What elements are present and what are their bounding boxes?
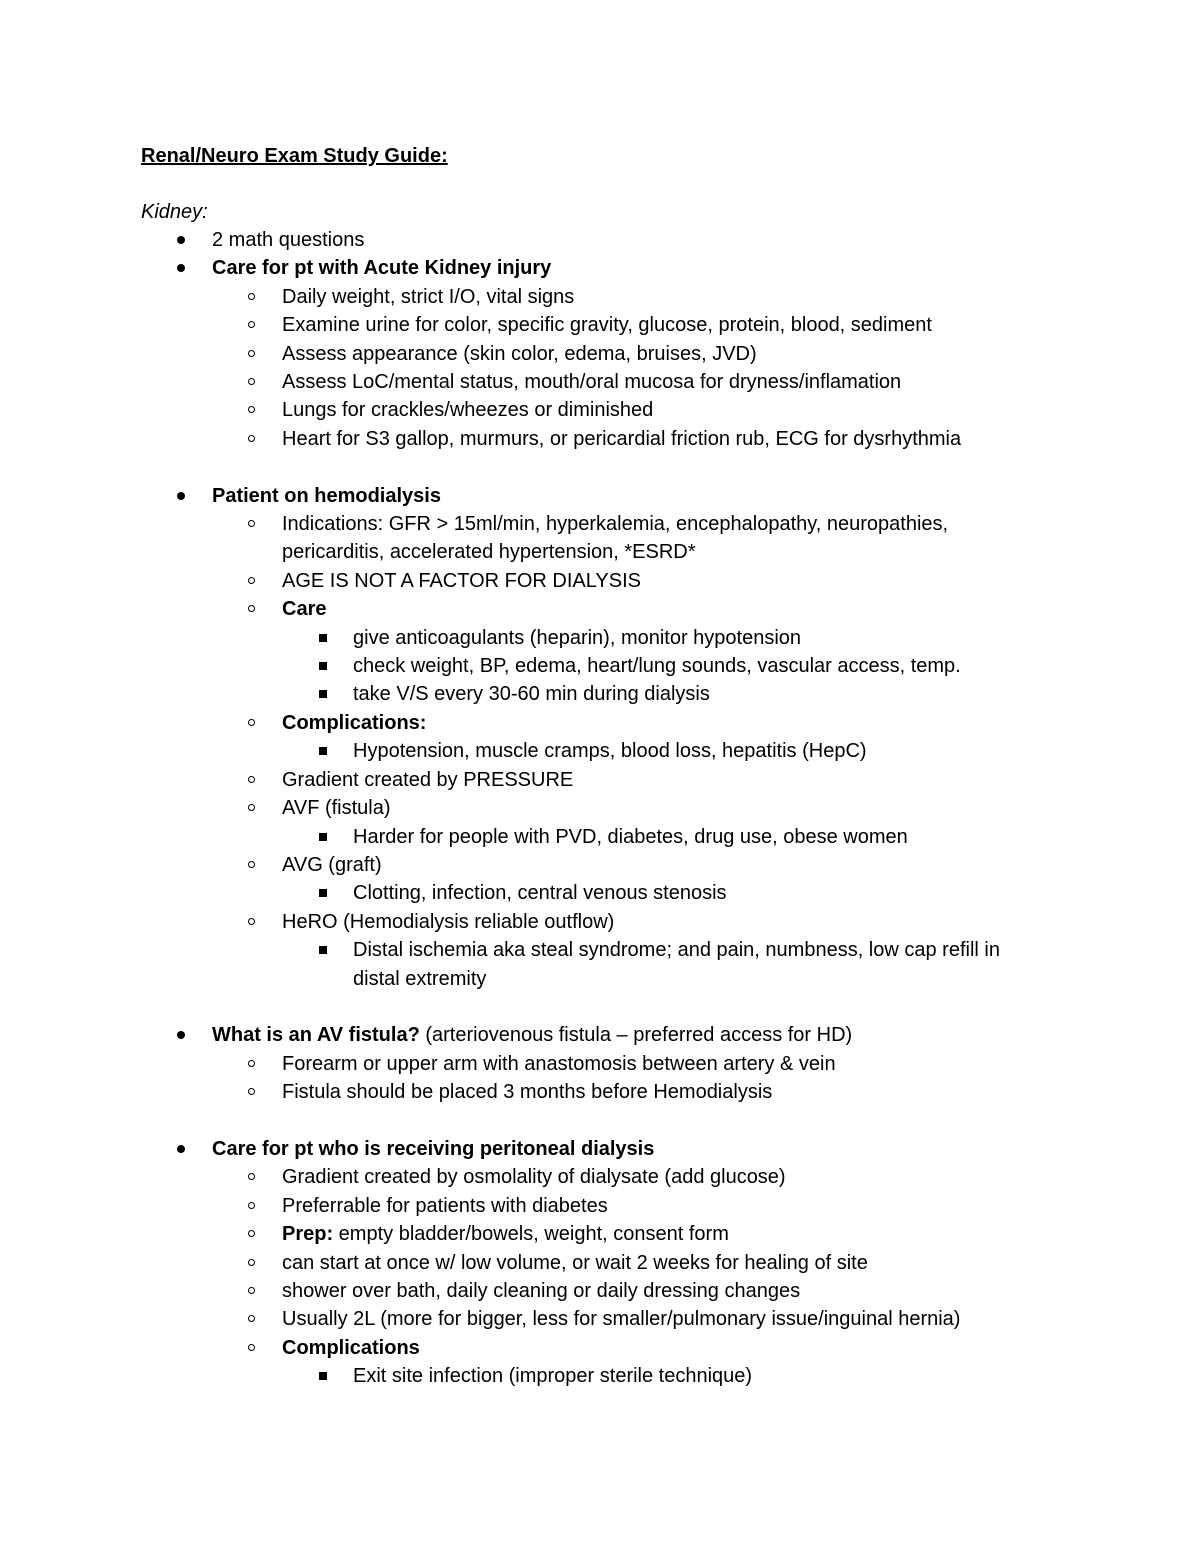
bullet-circle-icon	[248, 1287, 255, 1294]
bullet-circle-icon	[248, 1202, 255, 1209]
bullet-circle-icon	[248, 321, 255, 328]
bullet-circle-icon	[248, 861, 255, 868]
bullet-square-icon	[319, 889, 327, 897]
list-item	[0, 425, 1200, 453]
outline-list	[0, 226, 1200, 1391]
list-item-bold-text: Care for pt who is receiving peritoneal dialysis	[212, 1137, 655, 1160]
blank-line	[0, 1107, 1200, 1135]
list-item-text: Gradient created by osmolality of dialysate (add glucose)	[282, 1166, 786, 1189]
bullet-square-icon	[319, 634, 327, 642]
list-item	[0, 510, 1200, 538]
list-item-text: Preferrable for patients with diabetes	[282, 1194, 608, 1217]
bullet-circle-icon	[248, 1259, 255, 1266]
list-item-bold-text: Complications	[282, 1336, 420, 1359]
bullet-square-icon	[319, 662, 327, 670]
list-item-text: Heart for S3 gallop, murmurs, or pericardial friction rub, ECG for dysrhythmia	[282, 427, 962, 450]
list-item-text: Clotting, infection, central venous stenosis	[353, 882, 727, 905]
bullet-circle-icon	[248, 719, 255, 726]
list-item-text: Usually 2L (more for bigger, less for smaller/pulmonary issue/inguinal hernia)	[282, 1308, 961, 1331]
list-item-text: pericarditis, accelerated hypertension, *ESRD*	[282, 541, 696, 564]
blank-line	[0, 993, 1200, 1021]
bullet-disc-icon	[177, 1031, 185, 1039]
list-item-text: check weight, BP, edema, heart/lung sounds, vascular access, temp.	[353, 655, 961, 678]
list-item	[0, 851, 1200, 879]
list-item-text: Hypotension, muscle cramps, blood loss, hepatitis (HepC)	[353, 740, 867, 763]
bullet-circle-icon	[248, 1230, 255, 1237]
list-item	[0, 1050, 1200, 1078]
list-item-bold-text: Care for pt with Acute Kidney injury	[212, 257, 552, 280]
bullet-circle-icon	[248, 776, 255, 783]
bullet-circle-icon	[248, 350, 255, 357]
bullet-circle-icon	[248, 1088, 255, 1095]
list-item-text: Assess LoC/mental status, mouth/oral mucosa for dryness/inflamation	[282, 371, 902, 394]
bullet-disc-icon	[177, 264, 185, 272]
list-item	[0, 1192, 1200, 1220]
bullet-circle-icon	[248, 520, 255, 527]
list-item-text: Indications: GFR > 15ml/min, hyperkalemia, encephalopathy, neuropathies,	[282, 513, 949, 536]
list-item	[0, 823, 1200, 851]
list-item-text: Examine urine for color, specific gravity, glucose, protein, blood, sediment	[282, 314, 932, 337]
list-item-text: take V/S every 30-60 min during dialysis	[353, 683, 710, 706]
list-item-text: Assess appearance (skin color, edema, bruises, JVD)	[282, 342, 757, 365]
list-item	[0, 226, 1200, 254]
list-item	[0, 1249, 1200, 1277]
list-item	[0, 879, 1200, 907]
bullet-square-icon	[319, 946, 327, 954]
list-item-text: AVF (fistula)	[282, 797, 391, 820]
list-item-text: can start at once w/ low volume, or wait 2 weeks for healing of site	[282, 1251, 868, 1274]
list-item	[0, 766, 1200, 794]
bullet-square-icon	[319, 1372, 327, 1380]
list-item	[0, 965, 1200, 993]
list-item-text: Distal ischemia aka steal syndrome; and pain, numbness, low cap refill in	[353, 939, 1000, 962]
list-item	[0, 368, 1200, 396]
list-item-text: Lungs for crackles/wheezes or diminished	[282, 399, 654, 422]
list-item	[0, 624, 1200, 652]
bullet-disc-icon	[177, 1145, 185, 1153]
list-item-text: (arteriovenous fistula – preferred access for HD)	[419, 1024, 853, 1047]
page-title: Renal/Neuro Exam Study Guide:	[141, 145, 448, 167]
list-item	[0, 567, 1200, 595]
list-item	[0, 595, 1200, 623]
list-item-bold-text: Patient on hemodialysis	[212, 484, 441, 507]
bullet-circle-icon	[248, 1060, 255, 1067]
list-item	[0, 396, 1200, 424]
list-item	[0, 1021, 1200, 1049]
bullet-disc-icon	[177, 236, 185, 244]
list-item-bold-text: Care	[282, 598, 327, 621]
list-item	[0, 1078, 1200, 1106]
list-item-text: empty bladder/bowels, weight, consent form	[333, 1223, 729, 1246]
list-item-text: distal extremity	[353, 967, 487, 990]
bullet-circle-icon	[248, 293, 255, 300]
list-item-text: Gradient created by PRESSURE	[282, 768, 574, 791]
bullet-square-icon	[319, 690, 327, 698]
list-item-text: 2 math questions	[212, 229, 365, 251]
list-item-text: AGE IS NOT A FACTOR FOR DIALYSIS	[282, 569, 641, 592]
list-item	[0, 482, 1200, 510]
bullet-circle-icon	[248, 1173, 255, 1180]
list-item-text: shower over bath, daily cleaning or daily dressing changes	[282, 1279, 801, 1302]
list-item	[0, 538, 1200, 566]
list-item	[0, 737, 1200, 765]
list-item-text: AVG (graft)	[282, 853, 382, 876]
list-item	[0, 1362, 1200, 1390]
list-item-text: give anticoagulants (heparin), monitor hypotension	[353, 626, 802, 649]
bullet-circle-icon	[248, 577, 255, 584]
bullet-circle-icon	[248, 435, 255, 442]
bullet-circle-icon	[248, 1344, 255, 1351]
bullet-circle-icon	[248, 804, 255, 811]
list-item	[0, 652, 1200, 680]
list-item	[0, 1277, 1200, 1305]
list-item	[0, 936, 1200, 964]
bullet-circle-icon	[248, 918, 255, 925]
list-item	[0, 794, 1200, 822]
bullet-circle-icon	[248, 378, 255, 385]
bullet-circle-icon	[248, 1315, 255, 1322]
list-item-text: HeRO (Hemodialysis reliable outflow)	[282, 910, 615, 933]
section-heading: Kidney:	[141, 201, 208, 223]
bullet-square-icon	[319, 833, 327, 841]
list-item-bold-text: Prep:	[282, 1223, 334, 1246]
list-item-text: Daily weight, strict I/O, vital signs	[282, 285, 575, 308]
list-item-text: Exit site infection (improper sterile technique)	[353, 1365, 753, 1388]
list-item	[0, 1220, 1200, 1248]
list-item	[0, 680, 1200, 708]
list-item-text: Forearm or upper arm with anastomosis between artery & vein	[282, 1052, 836, 1075]
list-item	[0, 1334, 1200, 1362]
list-item-bold-text: What is an AV fistula?	[212, 1024, 420, 1047]
list-item-text: Fistula should be placed 3 months before Hemodialysis	[282, 1081, 773, 1104]
list-item	[0, 311, 1200, 339]
blank-line	[0, 453, 1200, 481]
bullet-disc-icon	[177, 492, 185, 500]
bullet-circle-icon	[248, 605, 255, 612]
bullet-square-icon	[319, 747, 327, 755]
bullet-circle-icon	[248, 406, 255, 413]
list-item	[0, 908, 1200, 936]
list-item	[0, 1163, 1200, 1191]
list-item	[0, 340, 1200, 368]
list-item-text: Harder for people with PVD, diabetes, drug use, obese women	[353, 825, 908, 848]
list-item	[0, 1305, 1200, 1333]
list-item	[0, 254, 1200, 282]
list-item	[0, 709, 1200, 737]
list-item-bold-text: Complications:	[282, 711, 427, 734]
list-item	[0, 1135, 1200, 1163]
list-item	[0, 283, 1200, 311]
